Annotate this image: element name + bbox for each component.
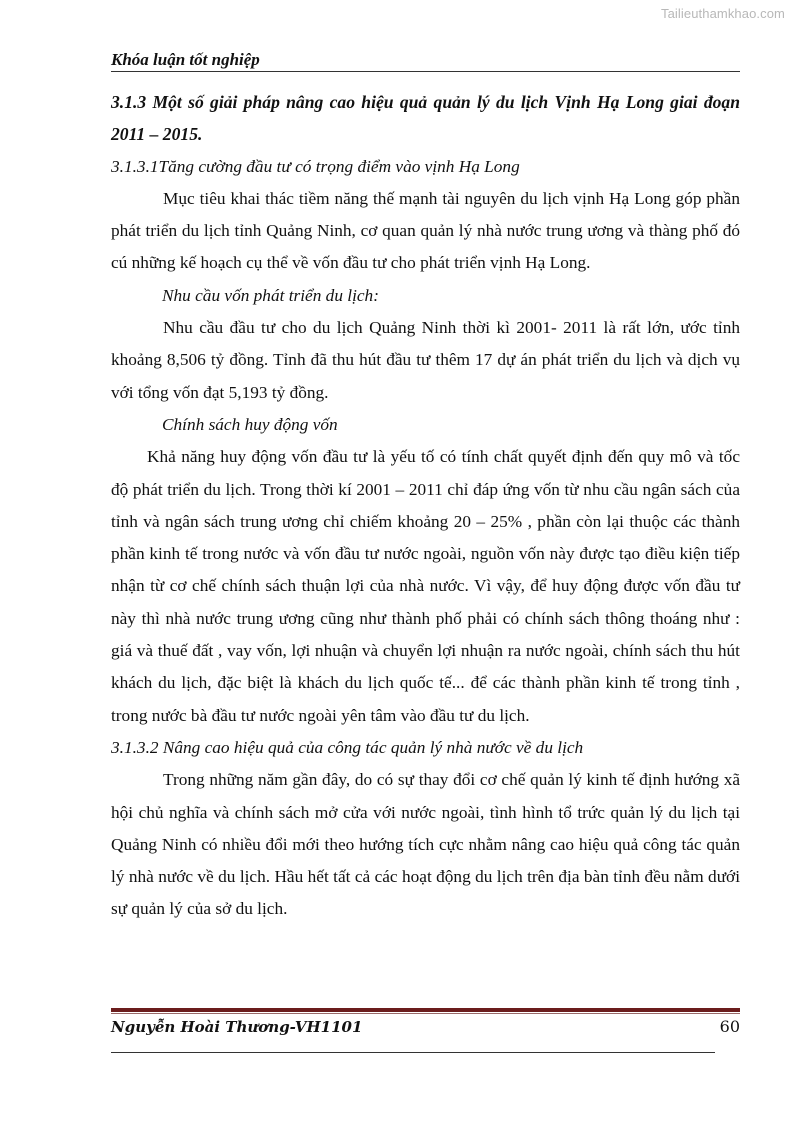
watermark: Tailieuthamkhao.com [660,6,785,21]
footer-bottom-rule [111,1052,715,1053]
subsection-label: Chính sách huy động vốn [162,414,338,434]
paragraph: Khả năng huy động vốn đầu tư là yếu tố có tính chất quyết định đến quy mô và tốc độ phát triển du lịch. Trong thời kí 2001 – 2011 chỉ đáp ứng vốn từ nhu cầu ngân sách của tỉnh và ngân sách trung ương chỉ chiếm khoảng 20 – 25% , phần còn lại thuộc các thành phần kinh tế trong nước và vốn đầu tư nước ngoài, nguồn vốn này được tạo điều kiện tiếp nhận từ cơ chế chính sách thuận lợi của nhà nước. Vì vậy, để huy động được vốn đầu tư này thì nhà nước trung ương cũng như thành phố phải có chính sách thông thoáng như : giá và thuế đất , vay vốn, lợi nhuận và chuyển lợi nhuận ra nước ngoài, chính sách thu hút khách du lịch, đặc biệt là khách du lịch quốc tế... để các thành phần kinh tế trong tỉnh , trong nước bà đầu tư nước ngoài yên tâm vào đầu tư du lịch. [111,447,740,725]
subsection-label: Nhu cầu vốn phát triển du lịch: [162,285,379,305]
header-title: Khóa luận tốt nghiệp [111,50,260,69]
header-divider [111,71,740,72]
paragraph: Mục tiêu khai thác tiềm năng thế mạnh tài nguyên du lịch vịnh Hạ Long góp phần phát triển du lịch tỉnh Quảng Ninh, cơ quan quản lý nhà nước trung ương và thàng phố đó cú những kế hoạch cụ thể về vốn đầu tư cho phát triển vịnh Hạ Long. [111,188,740,273]
footer-author: Nguyễn Hoài Thương-VH1101 [111,1018,363,1036]
subsection-heading-2: 3.1.3.2 Nâng cao hiệu quả của công tác quản lý nhà nước về du lịch [111,737,584,757]
footer-divider-thin [111,1013,740,1014]
paragraph: Nhu cầu đầu tư cho du lịch Quảng Ninh thời kì 2001- 2011 là rất lớn, ước tỉnh khoảng 8,506 tỷ đồng. Tỉnh đã thu hút đầu tư thêm 17 dự án phát triển du lịch và dịch vụ với tổng vốn đạt 5,193 tỷ đồng. [111,318,740,402]
footer-divider [111,1008,740,1012]
page-body [111,86,740,926]
paragraph: Trong những năm gần đây, do có sự thay đổi cơ chế quản lý kinh tế định hướng xã hội chủ nghĩa và chính sách mở cửa với nước ngoài, tình hình tổ trức quản lý du lịch tại Quảng Ninh có nhiều đổi mới theo hướng tích cực nhằm nâng cao hiệu quả công tác quản lý nhà nước về du lịch. Hầu hết tất cả các hoạt động du lịch trên địa bàn tỉnh đều nằm dưới sự quản lý của sở du lịch. [111,770,740,919]
page-number: 60 [719,1017,740,1036]
subsection-heading-1: 3.1.3.1Tăng cường đầu tư có trọng điểm vào vịnh Hạ Long [111,156,520,176]
page-header [111,49,740,71]
section-heading: 3.1.3 Một số giải pháp nâng cao hiệu quả quản lý du lịch Vịnh Hạ Long giai đoạn 2011 – 2015. [111,92,740,145]
